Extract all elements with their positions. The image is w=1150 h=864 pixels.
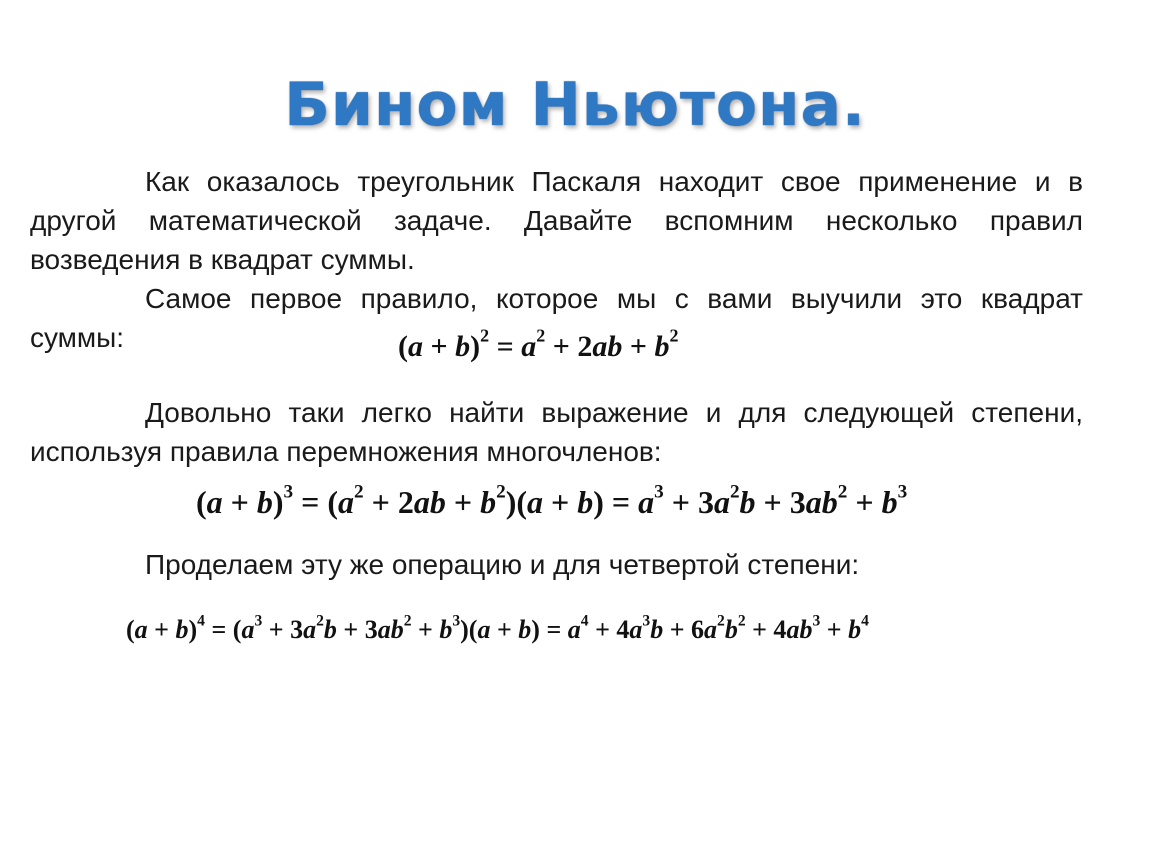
cube-rule-paragraph: Довольно таки легко найти выражение и для следующей степени, используя правила перемножения многочленов: xyxy=(30,397,1083,467)
slide-title: Бином Ньютона. xyxy=(284,70,866,140)
formula-square: $(a + b)^2 = a^2 + 2ab + b^2$ xyxy=(398,325,679,363)
fourth-power-paragraph: Проделаем эту же операцию и для четвертой степени: xyxy=(145,549,860,580)
formula-fourth-power: $(a + b)^4 = (a^3 + 3a^2b + 3ab^2 + b^3)(a + b) = a^4 + 4a^3b + 6a^2b^2 + 4ab^3 + b^4$ xyxy=(126,612,869,644)
formula-cube: $(a + b)^3 = (a^2 + 2ab + b^2)(a + b) = a^3 + 3a^2b + 3ab^2 + b^3$ xyxy=(196,481,908,520)
square-rule-paragraph: Самое первое правило, которое мы с вами выучили это квадрат суммы: xyxy=(30,283,1083,353)
intro-paragraph: Как оказалось треугольник Паскаля находит свое применение и в другой математической задаче. Давайте вспомним несколько правил возведения в квадрат суммы. xyxy=(30,166,1083,275)
